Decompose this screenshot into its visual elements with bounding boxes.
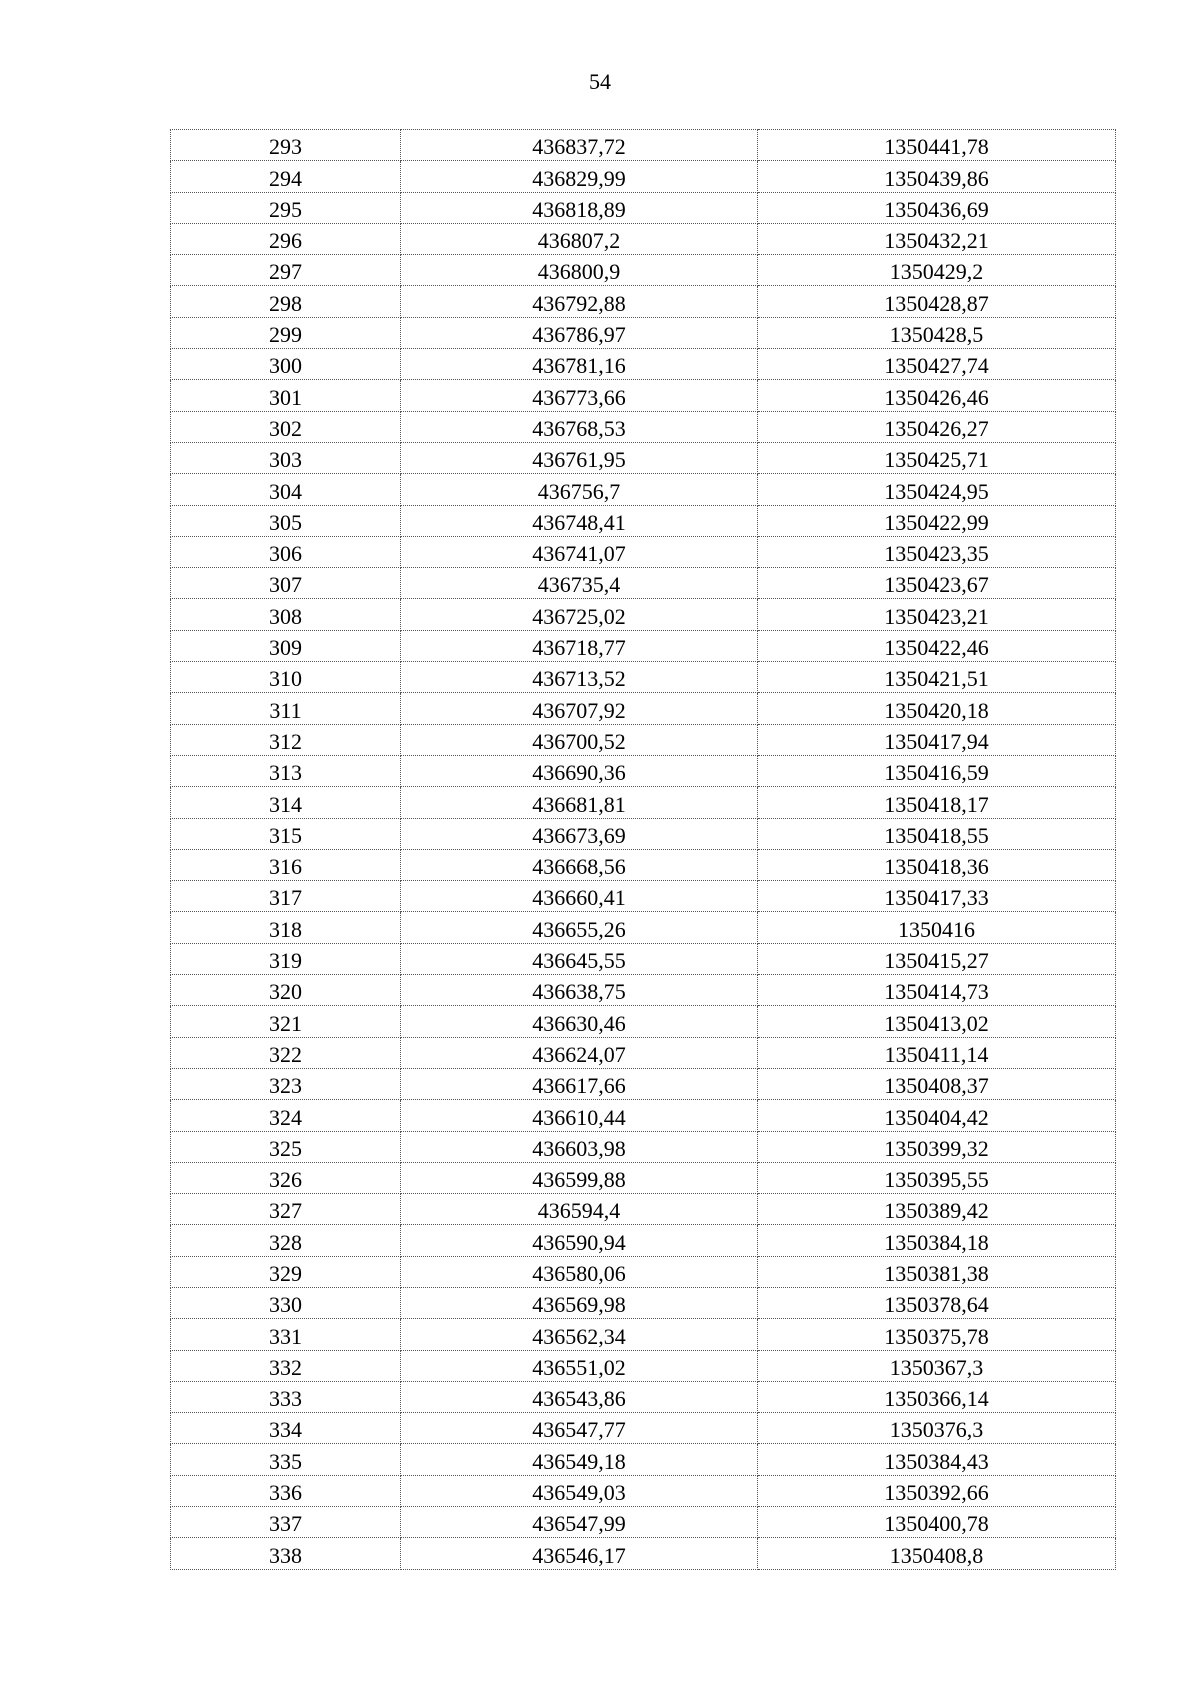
table-row <box>171 474 1116 505</box>
table-row <box>171 1350 1116 1381</box>
table-row <box>171 349 1116 380</box>
x-coordinate-cell: 436580,06 <box>401 1256 758 1287</box>
x-coordinate-cell: 436562,34 <box>401 1319 758 1350</box>
y-coordinate-cell: 1350439,86 <box>758 161 1116 192</box>
x-coordinate-cell: 436818,89 <box>401 192 758 223</box>
x-coordinate-cell: 436837,72 <box>401 130 758 161</box>
table-row <box>171 161 1116 192</box>
table-row <box>171 505 1116 536</box>
point-number-cell: 335 <box>171 1444 401 1475</box>
x-coordinate-cell: 436718,77 <box>401 630 758 661</box>
y-coordinate-cell: 1350422,46 <box>758 630 1116 661</box>
y-coordinate-cell: 1350366,14 <box>758 1381 1116 1412</box>
x-coordinate-cell: 436630,46 <box>401 1006 758 1037</box>
table-row <box>171 536 1116 567</box>
y-coordinate-cell: 1350428,5 <box>758 317 1116 348</box>
table-row <box>171 787 1116 818</box>
point-number-cell: 326 <box>171 1162 401 1193</box>
y-coordinate-cell: 1350425,71 <box>758 442 1116 473</box>
y-coordinate-cell: 1350417,33 <box>758 881 1116 912</box>
point-number-cell: 298 <box>171 286 401 317</box>
table-row <box>171 693 1116 724</box>
x-coordinate-cell: 436690,36 <box>401 755 758 786</box>
x-coordinate-cell: 436599,88 <box>401 1162 758 1193</box>
table-row <box>171 755 1116 786</box>
table-row <box>171 1068 1116 1099</box>
x-coordinate-cell: 436551,02 <box>401 1350 758 1381</box>
y-coordinate-cell: 1350415,27 <box>758 943 1116 974</box>
x-coordinate-cell: 436741,07 <box>401 536 758 567</box>
point-number-cell: 312 <box>171 724 401 755</box>
x-coordinate-cell: 436655,26 <box>401 912 758 943</box>
x-coordinate-cell: 436800,9 <box>401 255 758 286</box>
point-number-cell: 309 <box>171 630 401 661</box>
x-coordinate-cell: 436610,44 <box>401 1100 758 1131</box>
point-number-cell: 321 <box>171 1006 401 1037</box>
point-number-cell: 328 <box>171 1225 401 1256</box>
y-coordinate-cell: 1350378,64 <box>758 1287 1116 1318</box>
table-row <box>171 1162 1116 1193</box>
x-coordinate-cell: 436773,66 <box>401 380 758 411</box>
table-row <box>171 380 1116 411</box>
table-row <box>171 442 1116 473</box>
coordinates-table <box>170 129 1116 1570</box>
point-number-cell: 327 <box>171 1194 401 1225</box>
point-number-cell: 302 <box>171 411 401 442</box>
point-number-cell: 318 <box>171 912 401 943</box>
table-row <box>171 1287 1116 1318</box>
point-number-cell: 297 <box>171 255 401 286</box>
table-row <box>171 411 1116 442</box>
y-coordinate-cell: 1350417,94 <box>758 724 1116 755</box>
y-coordinate-cell: 1350429,2 <box>758 255 1116 286</box>
table-row <box>171 1507 1116 1538</box>
table-row <box>171 1538 1116 1569</box>
point-number-cell: 331 <box>171 1319 401 1350</box>
y-coordinate-cell: 1350432,21 <box>758 223 1116 254</box>
point-number-cell: 323 <box>171 1068 401 1099</box>
table-row <box>171 1444 1116 1475</box>
table-row <box>171 286 1116 317</box>
x-coordinate-cell: 436792,88 <box>401 286 758 317</box>
point-number-cell: 304 <box>171 474 401 505</box>
x-coordinate-cell: 436660,41 <box>401 881 758 912</box>
x-coordinate-cell: 436807,2 <box>401 223 758 254</box>
x-coordinate-cell: 436547,99 <box>401 1507 758 1538</box>
point-number-cell: 300 <box>171 349 401 380</box>
point-number-cell: 295 <box>171 192 401 223</box>
x-coordinate-cell: 436713,52 <box>401 662 758 693</box>
table-row <box>171 818 1116 849</box>
table-row <box>171 881 1116 912</box>
point-number-cell: 310 <box>171 662 401 693</box>
table-row <box>171 849 1116 880</box>
y-coordinate-cell: 1350436,69 <box>758 192 1116 223</box>
table-row <box>171 192 1116 223</box>
x-coordinate-cell: 436781,16 <box>401 349 758 380</box>
y-coordinate-cell: 1350395,55 <box>758 1162 1116 1193</box>
point-number-cell: 303 <box>171 442 401 473</box>
table-row <box>171 1100 1116 1131</box>
table-row <box>171 1256 1116 1287</box>
x-coordinate-cell: 436768,53 <box>401 411 758 442</box>
table-row <box>171 1413 1116 1444</box>
point-number-cell: 329 <box>171 1256 401 1287</box>
x-coordinate-cell: 436748,41 <box>401 505 758 536</box>
x-coordinate-cell: 436735,4 <box>401 568 758 599</box>
x-coordinate-cell: 436546,17 <box>401 1538 758 1569</box>
y-coordinate-cell: 1350423,35 <box>758 536 1116 567</box>
table-row <box>171 912 1116 943</box>
point-number-cell: 315 <box>171 818 401 849</box>
point-number-cell: 293 <box>171 130 401 161</box>
x-coordinate-cell: 436624,07 <box>401 1037 758 1068</box>
table-row <box>171 1225 1116 1256</box>
table-row <box>171 255 1116 286</box>
y-coordinate-cell: 1350384,18 <box>758 1225 1116 1256</box>
y-coordinate-cell: 1350400,78 <box>758 1507 1116 1538</box>
y-coordinate-cell: 1350420,18 <box>758 693 1116 724</box>
y-coordinate-cell: 1350428,87 <box>758 286 1116 317</box>
point-number-cell: 337 <box>171 1507 401 1538</box>
table-row <box>171 223 1116 254</box>
y-coordinate-cell: 1350389,42 <box>758 1194 1116 1225</box>
table-row <box>171 1194 1116 1225</box>
y-coordinate-cell: 1350423,67 <box>758 568 1116 599</box>
table-row <box>171 943 1116 974</box>
point-number-cell: 316 <box>171 849 401 880</box>
table-row <box>171 1475 1116 1506</box>
point-number-cell: 338 <box>171 1538 401 1569</box>
y-coordinate-cell: 1350408,8 <box>758 1538 1116 1569</box>
table-row <box>171 1131 1116 1162</box>
x-coordinate-cell: 436725,02 <box>401 599 758 630</box>
x-coordinate-cell: 436549,18 <box>401 1444 758 1475</box>
point-number-cell: 299 <box>171 317 401 348</box>
y-coordinate-cell: 1350413,02 <box>758 1006 1116 1037</box>
x-coordinate-cell: 436594,4 <box>401 1194 758 1225</box>
point-number-cell: 313 <box>171 755 401 786</box>
y-coordinate-cell: 1350399,32 <box>758 1131 1116 1162</box>
table-row <box>171 317 1116 348</box>
x-coordinate-cell: 436590,94 <box>401 1225 758 1256</box>
y-coordinate-cell: 1350441,78 <box>758 130 1116 161</box>
y-coordinate-cell: 1350418,36 <box>758 849 1116 880</box>
y-coordinate-cell: 1350411,14 <box>758 1037 1116 1068</box>
table-row <box>171 599 1116 630</box>
y-coordinate-cell: 1350422,99 <box>758 505 1116 536</box>
y-coordinate-cell: 1350416 <box>758 912 1116 943</box>
y-coordinate-cell: 1350384,43 <box>758 1444 1116 1475</box>
y-coordinate-cell: 1350392,66 <box>758 1475 1116 1506</box>
x-coordinate-cell: 436549,03 <box>401 1475 758 1506</box>
y-coordinate-cell: 1350367,3 <box>758 1350 1116 1381</box>
point-number-cell: 325 <box>171 1131 401 1162</box>
x-coordinate-cell: 436547,77 <box>401 1413 758 1444</box>
point-number-cell: 308 <box>171 599 401 630</box>
y-coordinate-cell: 1350404,42 <box>758 1100 1116 1131</box>
table-row <box>171 1006 1116 1037</box>
x-coordinate-cell: 436707,92 <box>401 693 758 724</box>
point-number-cell: 307 <box>171 568 401 599</box>
y-coordinate-cell: 1350414,73 <box>758 975 1116 1006</box>
x-coordinate-cell: 436761,95 <box>401 442 758 473</box>
x-coordinate-cell: 436543,86 <box>401 1381 758 1412</box>
point-number-cell: 319 <box>171 943 401 974</box>
table-row <box>171 1381 1116 1412</box>
y-coordinate-cell: 1350381,38 <box>758 1256 1116 1287</box>
point-number-cell: 334 <box>171 1413 401 1444</box>
table-row <box>171 568 1116 599</box>
y-coordinate-cell: 1350421,51 <box>758 662 1116 693</box>
y-coordinate-cell: 1350418,17 <box>758 787 1116 818</box>
point-number-cell: 320 <box>171 975 401 1006</box>
x-coordinate-cell: 436700,52 <box>401 724 758 755</box>
y-coordinate-cell: 1350408,37 <box>758 1068 1116 1099</box>
point-number-cell: 311 <box>171 693 401 724</box>
y-coordinate-cell: 1350426,27 <box>758 411 1116 442</box>
x-coordinate-cell: 436569,98 <box>401 1287 758 1318</box>
point-number-cell: 330 <box>171 1287 401 1318</box>
point-number-cell: 317 <box>171 881 401 912</box>
x-coordinate-cell: 436681,81 <box>401 787 758 818</box>
x-coordinate-cell: 436786,97 <box>401 317 758 348</box>
point-number-cell: 301 <box>171 380 401 411</box>
table-row <box>171 630 1116 661</box>
x-coordinate-cell: 436617,66 <box>401 1068 758 1099</box>
page-number: 54 <box>589 69 611 94</box>
table-row <box>171 130 1116 161</box>
y-coordinate-cell: 1350418,55 <box>758 818 1116 849</box>
y-coordinate-cell: 1350426,46 <box>758 380 1116 411</box>
table-row <box>171 662 1116 693</box>
point-number-cell: 336 <box>171 1475 401 1506</box>
coordinates-table-body <box>171 130 1116 1570</box>
point-number-cell: 306 <box>171 536 401 567</box>
point-number-cell: 333 <box>171 1381 401 1412</box>
table-row <box>171 975 1116 1006</box>
point-number-cell: 294 <box>171 161 401 192</box>
table-row <box>171 1319 1116 1350</box>
y-coordinate-cell: 1350376,3 <box>758 1413 1116 1444</box>
y-coordinate-cell: 1350424,95 <box>758 474 1116 505</box>
y-coordinate-cell: 1350427,74 <box>758 349 1116 380</box>
x-coordinate-cell: 436603,98 <box>401 1131 758 1162</box>
x-coordinate-cell: 436638,75 <box>401 975 758 1006</box>
point-number-cell: 322 <box>171 1037 401 1068</box>
table-row <box>171 1037 1116 1068</box>
x-coordinate-cell: 436645,55 <box>401 943 758 974</box>
x-coordinate-cell: 436673,69 <box>401 818 758 849</box>
y-coordinate-cell: 1350416,59 <box>758 755 1116 786</box>
x-coordinate-cell: 436756,7 <box>401 474 758 505</box>
point-number-cell: 296 <box>171 223 401 254</box>
point-number-cell: 332 <box>171 1350 401 1381</box>
y-coordinate-cell: 1350375,78 <box>758 1319 1116 1350</box>
point-number-cell: 305 <box>171 505 401 536</box>
x-coordinate-cell: 436829,99 <box>401 161 758 192</box>
point-number-cell: 314 <box>171 787 401 818</box>
point-number-cell: 324 <box>171 1100 401 1131</box>
y-coordinate-cell: 1350423,21 <box>758 599 1116 630</box>
table-row <box>171 724 1116 755</box>
x-coordinate-cell: 436668,56 <box>401 849 758 880</box>
